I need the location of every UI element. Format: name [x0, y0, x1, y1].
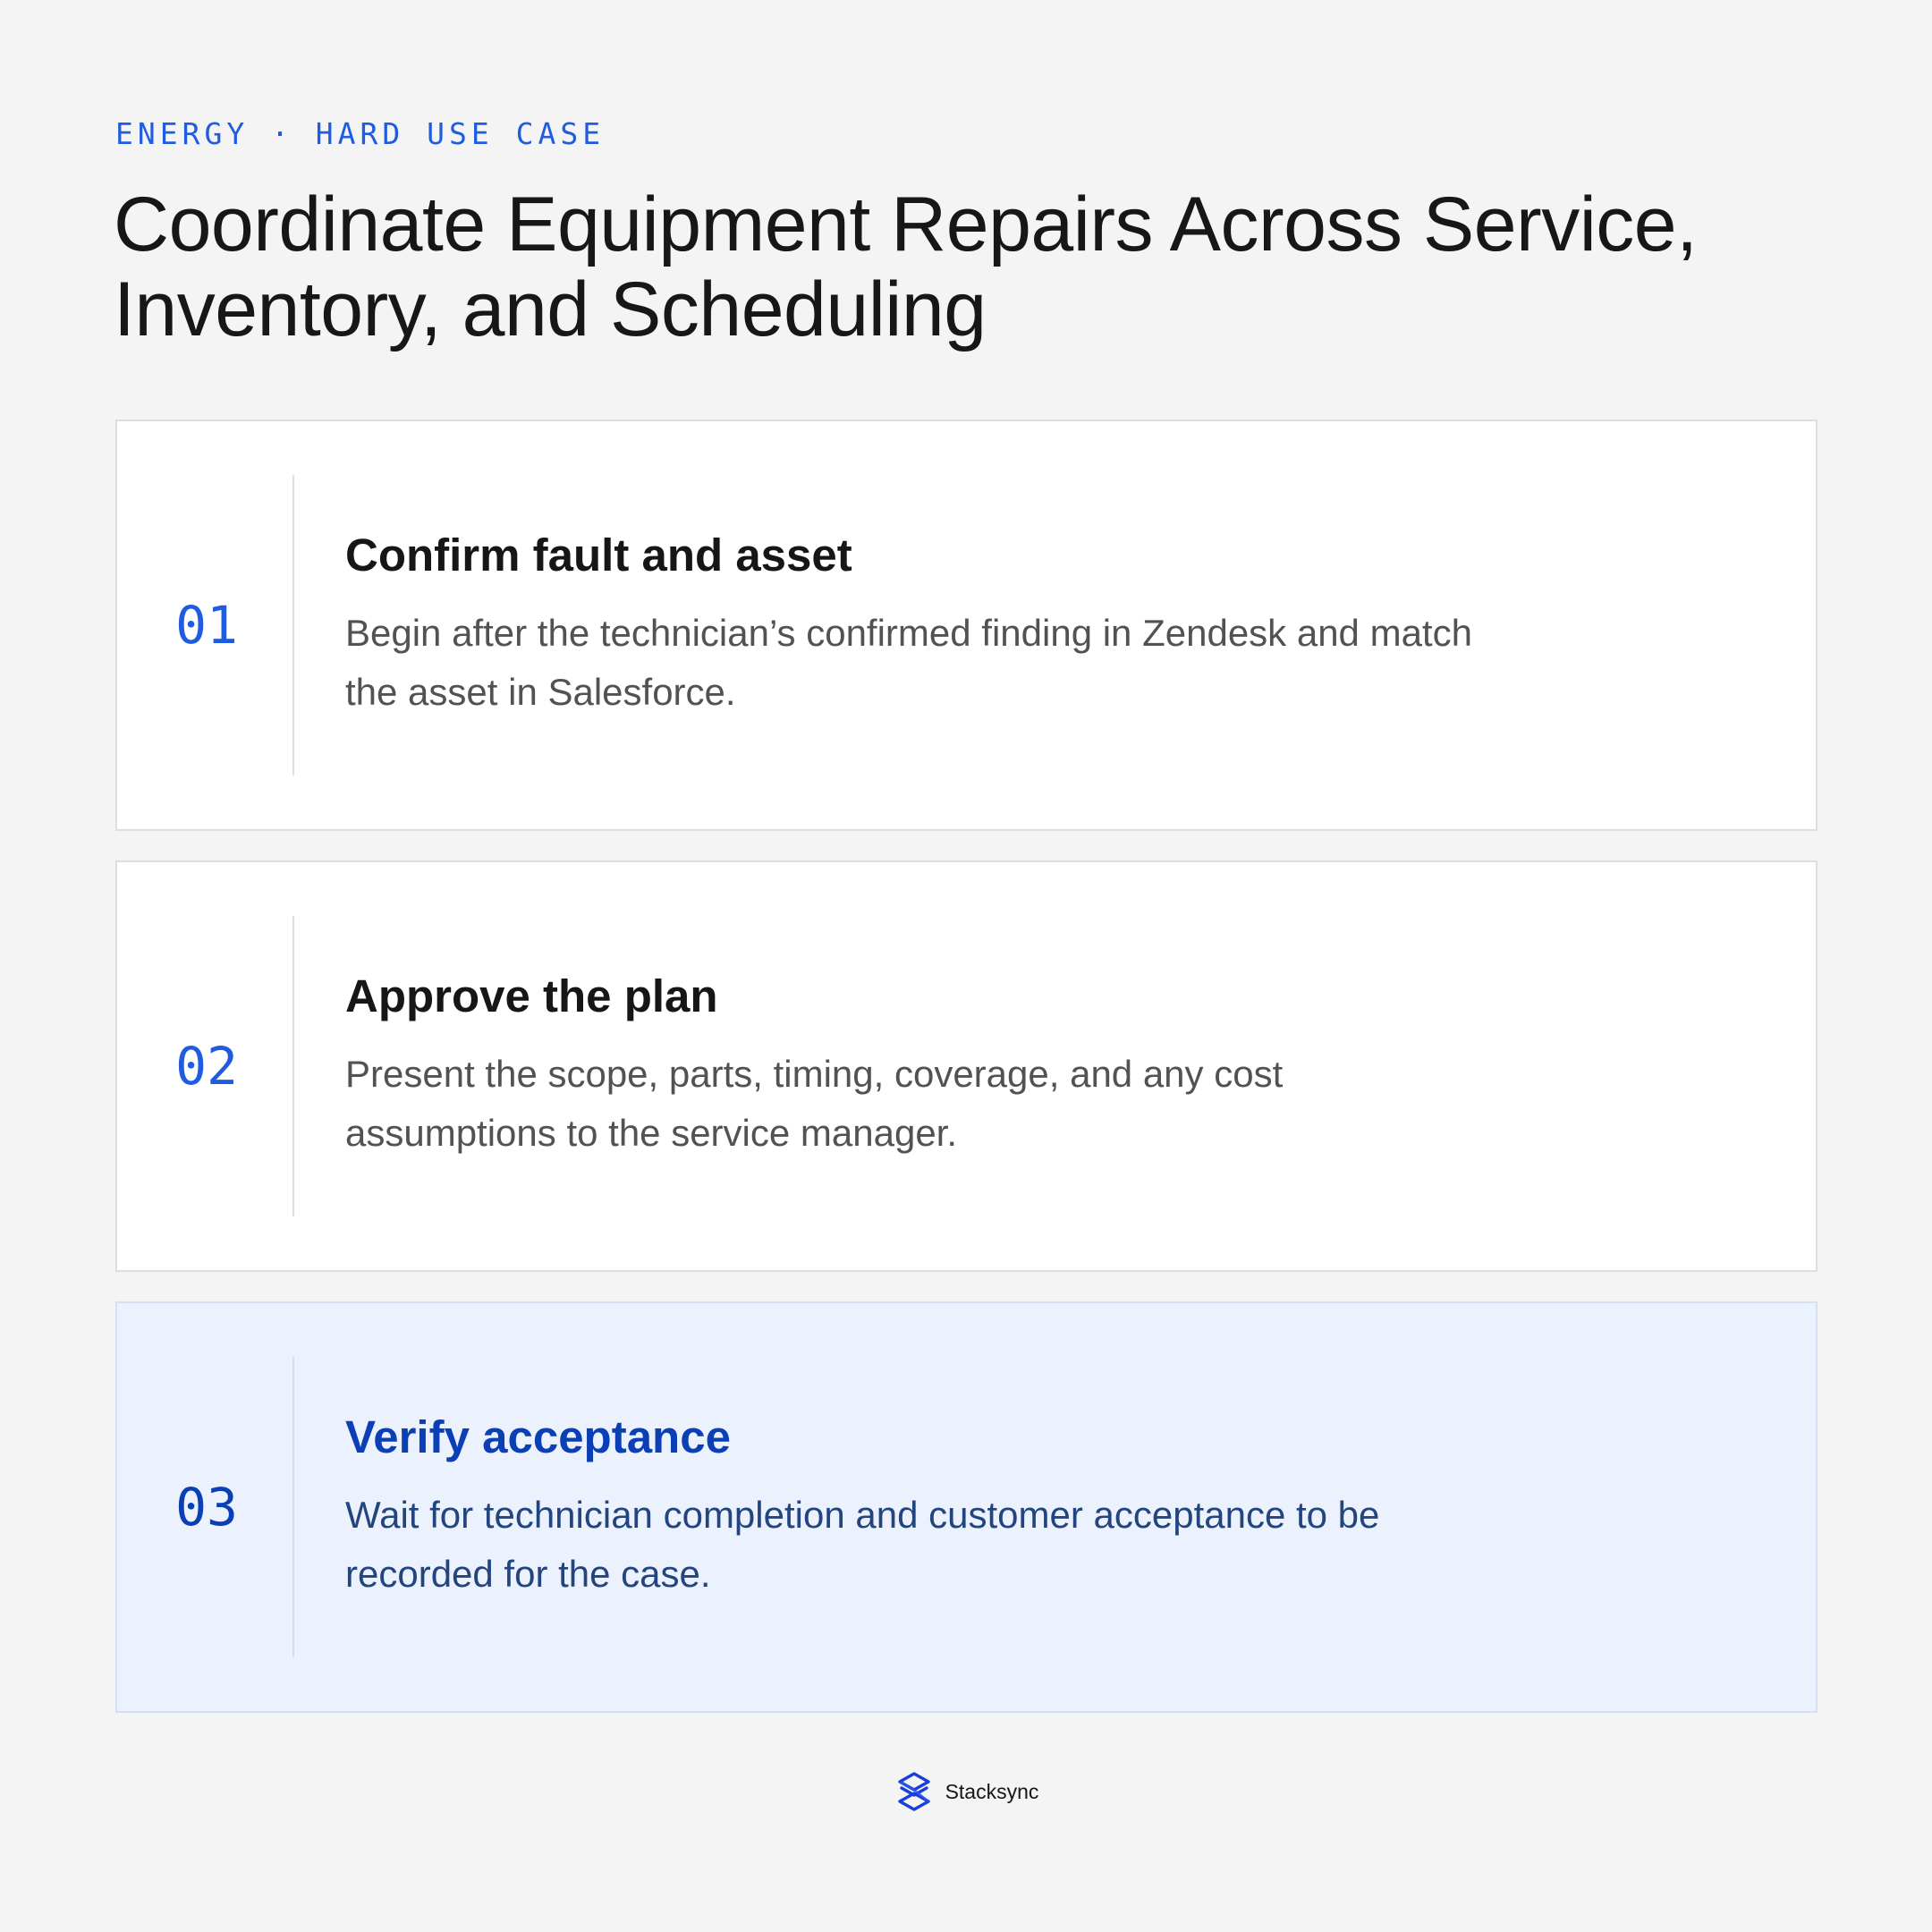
step-body [345, 1303, 1597, 1711]
eyebrow-label: ENERGY · HARD USE CASE [115, 116, 606, 151]
step-divider [292, 1357, 294, 1657]
step-number: 03 [175, 1477, 238, 1538]
step-heading: Confirm fault and asset [345, 530, 852, 580]
step-number: 01 [175, 595, 238, 656]
step-description: Wait for technician completion and customer acceptance to be recorded for the case. [345, 1494, 1380, 1595]
page-title: Coordinate Equipment Repairs Across Service, Inventory, and Scheduling [114, 182, 1698, 352]
step-card-3-highlighted [115, 1301, 1818, 1713]
step-number: 02 [175, 1036, 238, 1097]
step-body [345, 862, 1597, 1270]
brand-footer [0, 1771, 1932, 1812]
steps-list [115, 419, 1818, 1742]
step-heading: Verify acceptance [345, 1411, 731, 1462]
step-divider [292, 475, 294, 775]
brand-name: Stacksync [945, 1779, 1039, 1803]
step-heading: Approve the plan [345, 970, 718, 1021]
step-card-2 [115, 860, 1818, 1272]
step-body [345, 421, 1597, 829]
step-description: Present the scope, parts, timing, coverage, and any cost assumptions to the service manager. [345, 1053, 1284, 1154]
stacksync-logo-icon [894, 1771, 935, 1812]
step-card-1 [115, 419, 1818, 831]
step-description: Begin after the technician’s confirmed finding in Zendesk and match the asset in Salesforce. [345, 612, 1472, 713]
step-divider [292, 916, 294, 1216]
